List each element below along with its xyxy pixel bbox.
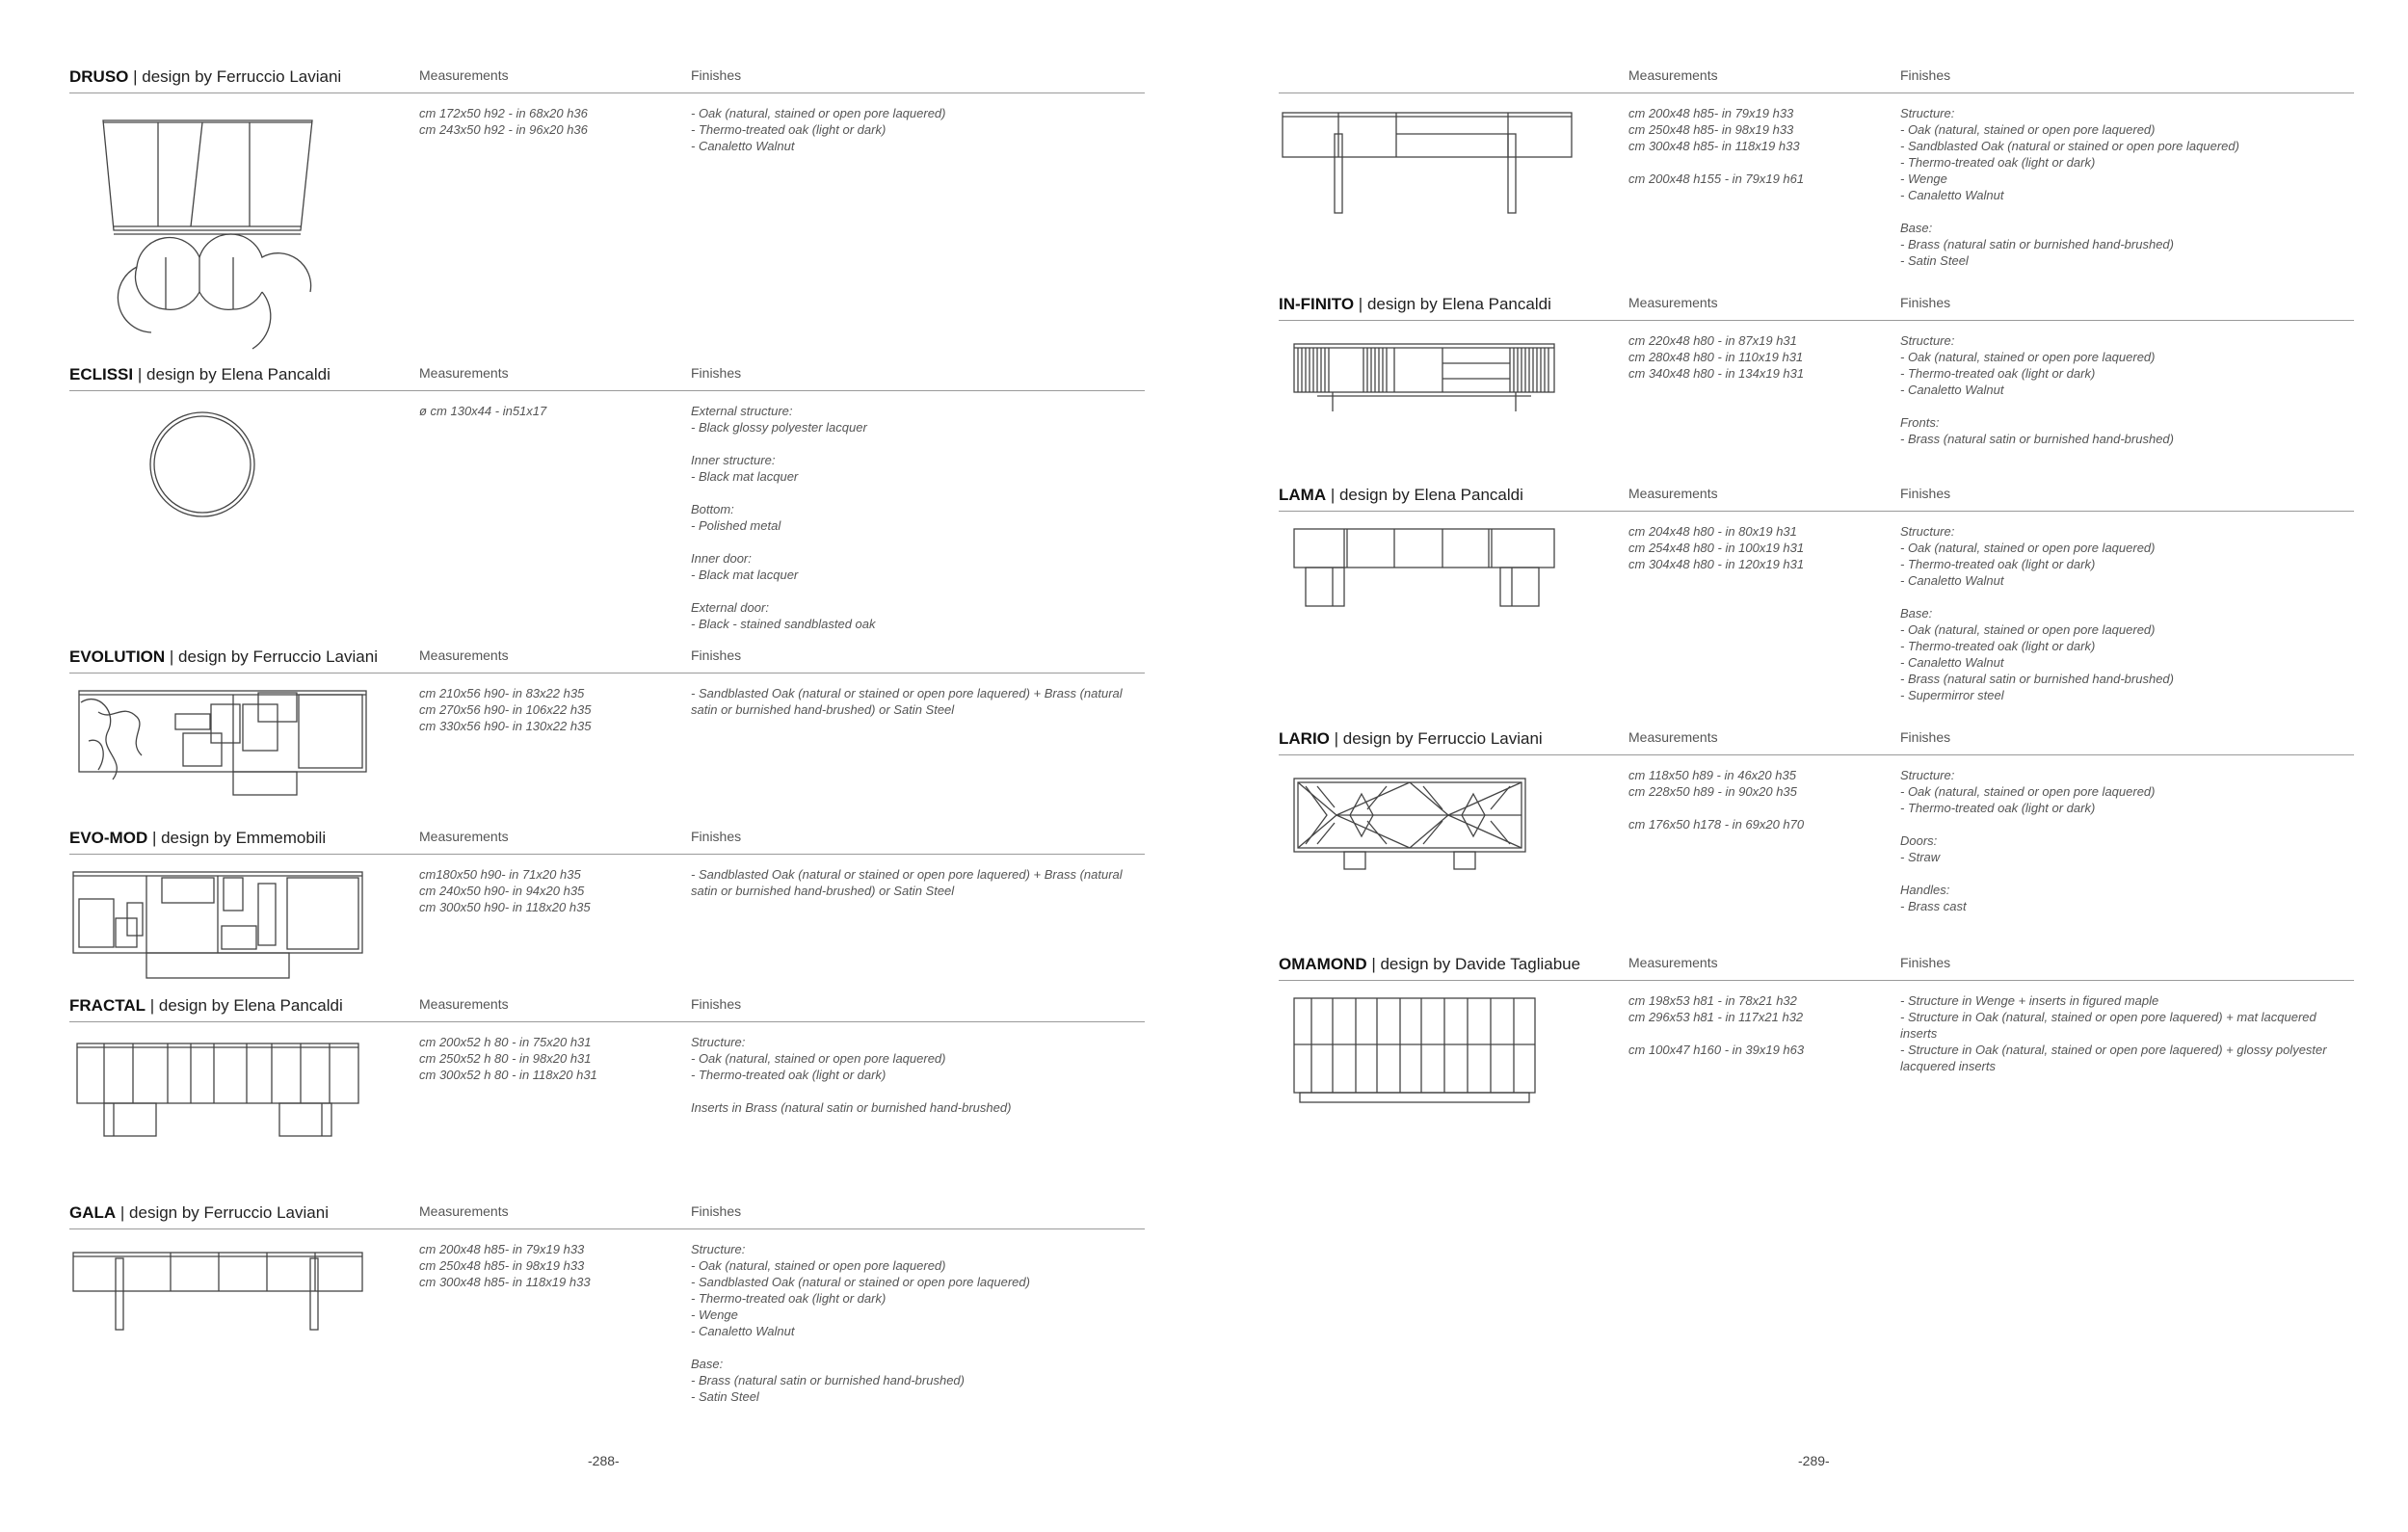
measurements-heading: Measurements <box>1628 729 1718 745</box>
product-title: IN-FINITO | design by Elena Pancaldi <box>1279 295 1551 313</box>
finishes-heading: Finishes <box>1900 295 1951 310</box>
product-title: LARIO | design by Ferruccio Laviani <box>1279 729 1543 748</box>
product-title: EVO-MOD | design by Emmemobili <box>69 829 327 847</box>
product-lario <box>1279 726 2354 913</box>
product-title: DRUSO | design by Ferruccio Laviani <box>69 67 342 86</box>
fractal-drawing <box>69 1032 378 1138</box>
measurements-heading: Measurements <box>419 1203 509 1219</box>
measurements-list: ø cm 130x44 - in51x17 <box>419 404 547 418</box>
finishes-list: Structure: - Oak (natural, stained or open pore laquered) - Thermo-treated oak (light or dark) Doors: - Straw Handles: - Brass cast <box>1900 768 2156 913</box>
finishes-list: Structure: - Oak (natural, stained or open pore laquered) - Thermo-treated oak (light or dark) - Canaletto Walnut Fronts: - Brass (natural satin or burnished hand-brushed) <box>1900 333 2174 446</box>
finishes-list: Structure: - Oak (natural, stained or open pore laquered) - Sandblasted Oak (natural or stained or open pore laquered) - Thermo-treated oak (light or dark) - Wenge - Canaletto Walnut Base: - Brass (natural satin or burnished hand-brushed) - Satin Steel <box>1900 106 2239 268</box>
product-title: LAMA | design by Elena Pancaldi <box>1279 486 1523 504</box>
measurements-list: cm 200x48 h85- in 79x19 h33 cm 250x48 h85- in 98x19 h33 cm 300x48 h85- in 118x19 h33 cm 200x48 h155 - in 79x19 h61 <box>1628 106 1805 186</box>
product-eclissi <box>69 361 1145 631</box>
finishes-list: Structure: - Oak (natural, stained or open pore laquered) - Thermo-treated oak (light or dark) Inserts in Brass (natural satin or burnished hand-brushed) <box>691 1035 1012 1115</box>
product-evo-mod <box>69 825 1145 914</box>
product-title: ECLISSI | design by Elena Pancaldi <box>69 365 331 383</box>
omamond-drawing <box>1279 991 1587 1106</box>
measurements-list: cm180x50 h90- in 71x20 h35 cm 240x50 h90- in 94x20 h35 cm 300x50 h90- in 118x20 h35 <box>419 867 591 914</box>
product-gala <box>69 1200 1145 1404</box>
measurements-list: cm 172x50 h92 - in 68x20 h36 cm 243x50 h92 - in 96x20 h36 <box>419 106 588 137</box>
measurements-heading: Measurements <box>1628 295 1718 310</box>
page-number: -289- <box>1798 1453 1830 1468</box>
product-fractal <box>69 992 1145 1115</box>
product-continued <box>1279 64 2354 268</box>
product-title: GALA | design by Ferruccio Laviani <box>69 1203 329 1222</box>
measurements-list: cm 210x56 h90- in 83x22 h35 cm 270x56 h90- in 106x22 h35 cm 330x56 h90- in 130x22 h35 <box>419 686 592 733</box>
measurements-heading: Measurements <box>419 647 509 663</box>
product-in-finito <box>1279 291 2354 446</box>
finishes-heading: Finishes <box>1900 486 1951 501</box>
finishes-heading: Finishes <box>691 1203 742 1219</box>
finishes-list: External structure: - Black glossy polyester lacquer Inner structure: - Black mat lacquer Bottom: - Polished metal Inner door: - Black mat lacquer External door: - Black - stained sandblasted oak <box>691 404 876 631</box>
measurements-heading: Measurements <box>1628 955 1718 970</box>
finishes-heading: Finishes <box>1900 729 1951 745</box>
product-evolution <box>69 644 1145 733</box>
lama-drawing <box>1279 521 1587 618</box>
continued-drawing <box>1279 103 1587 219</box>
product-header <box>1279 291 2354 321</box>
measurements-list: cm 220x48 h80 - in 87x19 h31 cm 280x48 h80 - in 110x19 h31 cm 340x48 h80 - in 134x19 h31 <box>1628 333 1805 381</box>
product-header <box>69 644 1145 674</box>
product-header <box>1279 726 2354 755</box>
product-title: FRACTAL | design by Elena Pancaldi <box>69 996 343 1015</box>
measurements-heading: Measurements <box>419 67 509 83</box>
product-header <box>69 1200 1145 1229</box>
finishes-heading: Finishes <box>1900 67 1951 83</box>
gala-drawing <box>69 1239 378 1335</box>
product-lama <box>1279 482 2354 702</box>
product-header <box>69 361 1145 391</box>
product-omamond <box>1279 951 2354 1073</box>
measurements-list: cm 118x50 h89 - in 46x20 h35 cm 228x50 h89 - in 90x20 h35 cm 176x50 h178 - in 69x20 h70 <box>1628 768 1805 832</box>
eclissi-drawing <box>69 401 339 526</box>
measurements-heading: Measurements <box>1628 67 1718 83</box>
finishes-heading: Finishes <box>691 829 742 844</box>
measurements-list: cm 204x48 h80 - in 80x19 h31 cm 254x48 h80 - in 100x19 h31 cm 304x48 h80 - in 120x19 h31 <box>1628 524 1805 571</box>
finishes-list: - Oak (natural, stained or open pore laquered) - Thermo-treated oak (light or dark) - Canaletto Walnut <box>691 106 946 153</box>
measurements-list: cm 200x48 h85- in 79x19 h33 cm 250x48 h85- in 98x19 h33 cm 300x48 h85- in 118x19 h33 <box>419 1242 591 1289</box>
druso-drawing <box>69 103 339 349</box>
finishes-heading: Finishes <box>691 67 742 83</box>
product-druso <box>69 64 1145 153</box>
product-header <box>1279 482 2354 512</box>
product-header <box>1279 951 2354 981</box>
measurements-list: cm 200x52 h 80 - in 75x20 h31 cm 250x52 h 80 - in 98x20 h31 cm 300x52 h 80 - in 118x20 h31 <box>419 1035 597 1082</box>
finishes-list: - Sandblasted Oak (natural or stained or open pore laquered) + Brass (natural satin or burnished hand-brushed) or Satin Steel <box>691 867 1123 898</box>
finishes-list: - Structure in Wenge + inserts in figured maple - Structure in Oak (natural, stained or open pore laquered) + mat lacquered inserts - Structure in Oak (natural, stained or open pore laquered) + glossy polyester lacquered inserts <box>1900 993 2327 1073</box>
product-header <box>69 992 1145 1022</box>
measurements-heading: Measurements <box>1628 486 1718 501</box>
product-header <box>1279 64 2354 93</box>
product-header <box>69 825 1145 855</box>
finishes-heading: Finishes <box>691 647 742 663</box>
evo-mod-drawing <box>69 864 378 980</box>
measurements-list: cm 198x53 h81 - in 78x21 h32 cm 296x53 h81 - in 117x21 h32 cm 100x47 h160 - in 39x19 h63 <box>1628 993 1805 1057</box>
measurements-heading: Measurements <box>419 365 509 381</box>
right-page <box>1204 0 2408 1532</box>
finishes-heading: Finishes <box>691 996 742 1012</box>
product-title: OMAMOND | design by Davide Tagliabue <box>1279 955 1581 973</box>
measurements-heading: Measurements <box>419 829 509 844</box>
finishes-list: - Sandblasted Oak (natural or stained or open pore laquered) + Brass (natural satin or burnished hand-brushed) or Satin Steel <box>691 686 1123 717</box>
evolution-drawing <box>69 683 378 799</box>
finishes-list: Structure: - Oak (natural, stained or open pore laquered) - Sandblasted Oak (natural or stained or open pore laquered) - Thermo-treated oak (light or dark) - Wenge - Canaletto Walnut Base: - Brass (natural satin or burnished hand-brushed) - Satin Steel <box>691 1242 1030 1404</box>
product-header <box>69 64 1145 93</box>
lario-drawing <box>1279 765 1587 871</box>
finishes-heading: Finishes <box>1900 955 1951 970</box>
finishes-list: Structure: - Oak (natural, stained or open pore laquered) - Thermo-treated oak (light or dark) - Canaletto Walnut Base: - Oak (natural, stained or open pore laquered) - Thermo-treated oak (light or dark) - Canaletto Walnut - Brass (natural satin or burnished hand-brushed) - Supermirror steel <box>1900 524 2174 702</box>
finishes-heading: Finishes <box>691 365 742 381</box>
product-title: EVOLUTION | design by Ferruccio Laviani <box>69 647 378 666</box>
in-finito-drawing <box>1279 330 1587 427</box>
page-number: -288- <box>588 1453 620 1468</box>
measurements-heading: Measurements <box>419 996 509 1012</box>
